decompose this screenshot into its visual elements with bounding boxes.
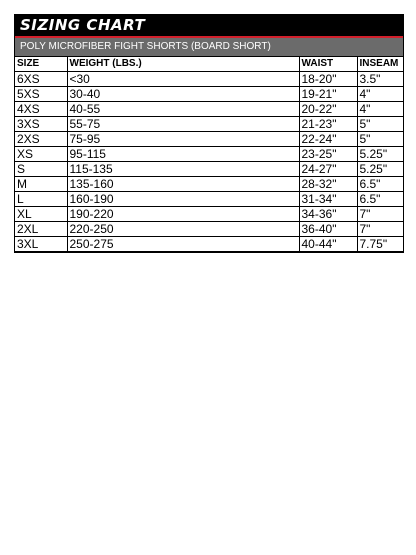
size-cell: 2XL — [15, 222, 67, 237]
waist-cell: 31-34" — [299, 192, 357, 207]
weight-cell: 55-75 — [67, 117, 299, 132]
column-header-waist: WAIST — [299, 57, 357, 72]
size-cell: 4XS — [15, 102, 67, 117]
size-cell: S — [15, 162, 67, 177]
sizing-chart — [14, 14, 404, 253]
table-row — [15, 117, 403, 132]
size-cell: XL — [15, 207, 67, 222]
inseam-cell: 7" — [357, 207, 403, 222]
inseam-cell: 3.5" — [357, 72, 403, 87]
weight-cell: 115-135 — [67, 162, 299, 177]
weight-cell: 190-220 — [67, 207, 299, 222]
inseam-cell: 4" — [357, 87, 403, 102]
waist-cell: 24-27" — [299, 162, 357, 177]
inseam-cell: 4" — [357, 102, 403, 117]
size-cell: XS — [15, 147, 67, 162]
column-header-size: SIZE — [15, 57, 67, 72]
inseam-cell: 5.25" — [357, 162, 403, 177]
table-row — [15, 192, 403, 207]
weight-cell: 30-40 — [67, 87, 299, 102]
waist-cell: 21-23" — [299, 117, 357, 132]
table-row — [15, 207, 403, 222]
table-body — [15, 72, 403, 252]
size-cell: M — [15, 177, 67, 192]
waist-cell: 20-22" — [299, 102, 357, 117]
waist-cell: 40-44" — [299, 237, 357, 252]
table-row — [15, 102, 403, 117]
waist-cell: 28-32" — [299, 177, 357, 192]
inseam-cell: 5.25" — [357, 147, 403, 162]
waist-cell: 34-36" — [299, 207, 357, 222]
inseam-cell: 6.5" — [357, 192, 403, 207]
header-row — [15, 57, 403, 72]
table-row — [15, 222, 403, 237]
table-row — [15, 147, 403, 162]
waist-cell: 22-24" — [299, 132, 357, 147]
waist-cell: 19-21" — [299, 87, 357, 102]
weight-cell: <30 — [67, 72, 299, 87]
sizing-table — [15, 57, 403, 252]
size-cell: 6XS — [15, 72, 67, 87]
waist-cell: 36-40" — [299, 222, 357, 237]
inseam-cell: 6.5" — [357, 177, 403, 192]
table-row — [15, 72, 403, 87]
inseam-cell: 5" — [357, 132, 403, 147]
inseam-cell: 7.75" — [357, 237, 403, 252]
weight-cell: 220-250 — [67, 222, 299, 237]
table-row — [15, 177, 403, 192]
table-row — [15, 237, 403, 252]
inseam-cell: 7" — [357, 222, 403, 237]
column-header-weight: WEIGHT (LBS.) — [67, 57, 299, 72]
weight-cell: 250-275 — [67, 237, 299, 252]
waist-cell: 23-25" — [299, 147, 357, 162]
size-cell: 3XL — [15, 237, 67, 252]
inseam-cell: 5" — [357, 117, 403, 132]
weight-cell: 40-55 — [67, 102, 299, 117]
waist-cell: 18-20" — [299, 72, 357, 87]
table-row — [15, 132, 403, 147]
weight-cell: 95-115 — [67, 147, 299, 162]
weight-cell: 135-160 — [67, 177, 299, 192]
size-cell: L — [15, 192, 67, 207]
weight-cell: 75-95 — [67, 132, 299, 147]
chart-subtitle: POLY MICROFIBER FIGHT SHORTS (BOARD SHORT) — [15, 38, 403, 57]
table-row — [15, 87, 403, 102]
size-cell: 3XS — [15, 117, 67, 132]
size-cell: 2XS — [15, 132, 67, 147]
weight-cell: 160-190 — [67, 192, 299, 207]
table-row — [15, 162, 403, 177]
size-cell: 5XS — [15, 87, 67, 102]
chart-title: SIZING CHART — [15, 15, 403, 38]
column-header-inseam: INSEAM — [357, 57, 403, 72]
